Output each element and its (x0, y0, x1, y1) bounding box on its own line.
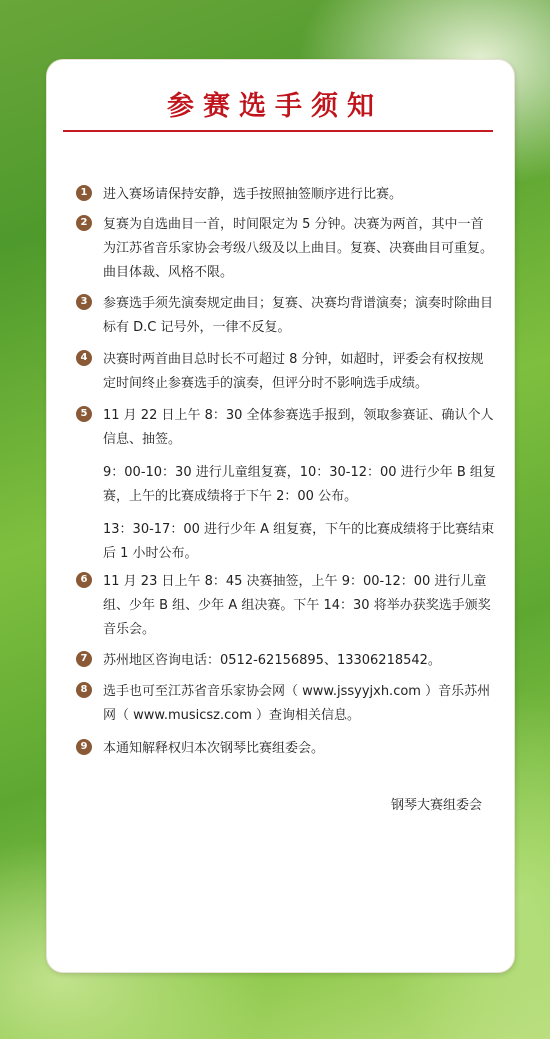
number-badge: 9 (76, 739, 92, 755)
notice-text: 苏州地区咨询电话：0512-62156895、13306218542。 (103, 653, 441, 668)
notice-text: 11 月 23 日上午 8：45 决赛抽签，上午 9：00-12：00 进行儿童组、少年 B 组、少年 A 组决赛。下午 14：30 将举办获奖选手颁奖音乐会。 (103, 574, 491, 637)
notice-item-3 (76, 292, 496, 340)
notice-item-8 (76, 680, 496, 728)
notice-item-2 (76, 213, 496, 285)
notice-text: 9：00-10：30 进行儿童组复赛，10：30-12：00 进行少年 B 组复赛，上午的比赛成绩将于下午 2：00 公布。 (103, 465, 496, 504)
number-badge: 7 (76, 651, 92, 667)
number-badge: 8 (76, 682, 92, 698)
number-badge: 6 (76, 572, 92, 588)
notice-item-9 (76, 737, 496, 761)
notice-text: 本通知解释权归本次钢琴比赛组委会。 (103, 741, 325, 756)
number-badge: 4 (76, 350, 92, 366)
notice-text: 参赛选手须先演奏规定曲目；复赛、决赛均背谱演奏；演奏时除曲目标有 D.C 记号外，一律不反复。 (103, 296, 494, 335)
notice-item-1 (76, 183, 496, 207)
number-badge: 1 (76, 185, 92, 201)
notice-text: 11 月 22 日上午 8：30 全体参赛选手报到，领取参赛证、确认个人信息、抽签。 (103, 408, 494, 447)
notice-text: 进入赛场请保持安静，选手按照抽签顺序进行比赛。 (103, 187, 403, 202)
page-title: 参赛选手须知 (167, 91, 383, 122)
title-divider (63, 130, 493, 132)
notice-item-5 (76, 404, 496, 566)
number-badge: 2 (76, 215, 92, 231)
notice-item-4 (76, 348, 496, 396)
notice-item-7 (76, 649, 496, 673)
notice-text: 选手也可至江苏省音乐家协会网（ www.jssyyjxh.com ）音乐苏州网（ www.musicsz.com ）查询相关信息。 (103, 684, 491, 723)
number-badge: 3 (76, 294, 92, 310)
notice-item-6 (76, 570, 496, 642)
organizer-signature: 钢琴大赛组委会 (390, 798, 482, 813)
notice-text: 复赛为自选曲目一首，时间限定为 5 分钟。决赛为两首，其中一首为江苏省音乐家协会考级八级及以上曲目。复赛、决赛曲目可重复。曲目体裁、风格不限。 (103, 217, 494, 280)
notice-text: 决赛时两首曲目总时长不可超过 8 分钟，如超时，评委会有权按规定时间终止参赛选手的演奏，但评分时不影响选手成绩。 (103, 352, 484, 391)
number-badge: 5 (76, 406, 92, 422)
notice-text: 13：30-17：00 进行少年 A 组复赛，下午的比赛成绩将于比赛结束后 1 小时公布。 (103, 522, 495, 561)
